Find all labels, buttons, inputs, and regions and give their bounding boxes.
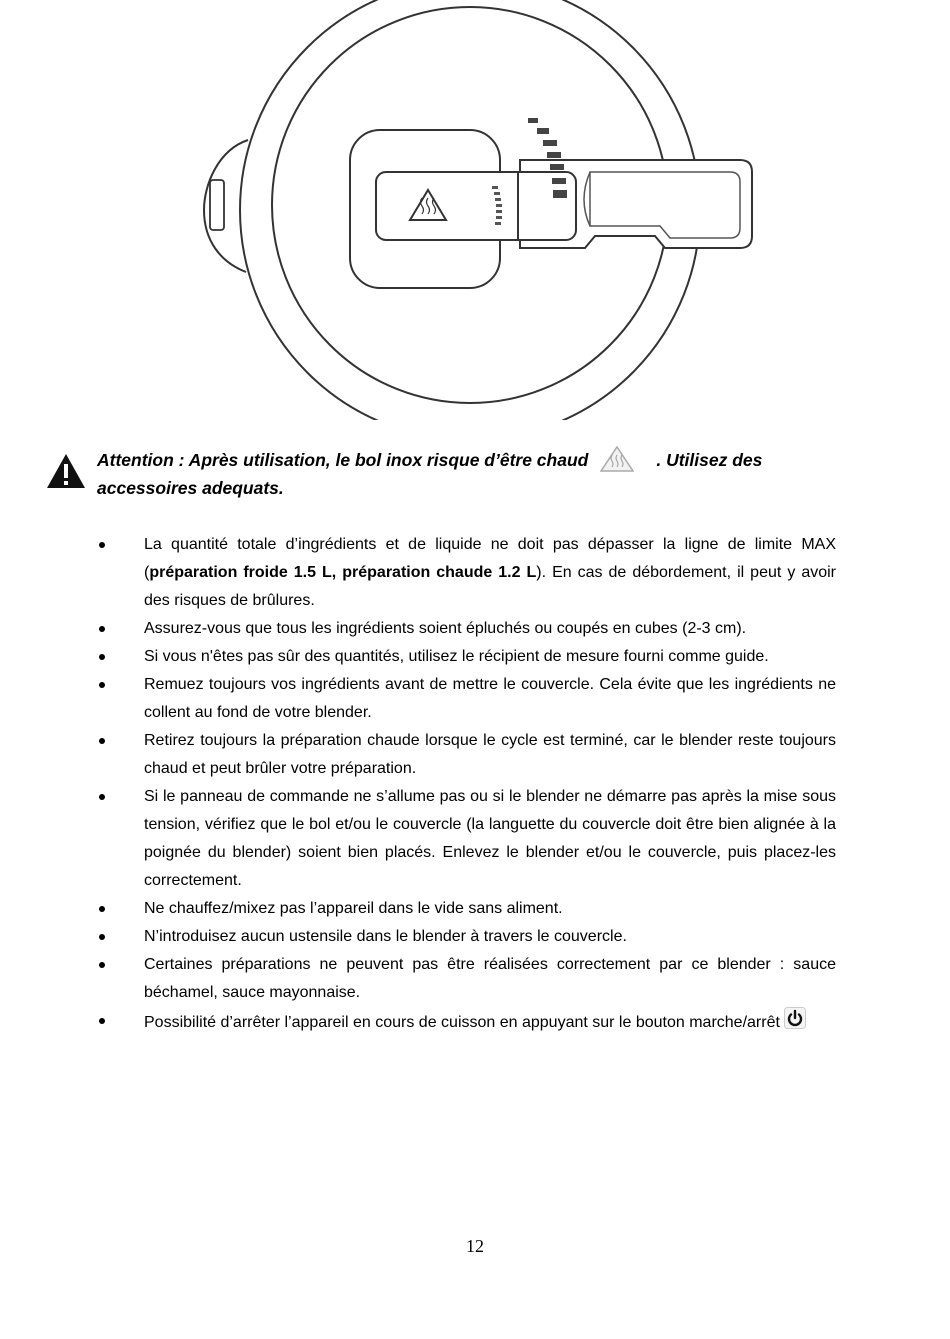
list-item-text: La quantité totale d’ingrédients et de liquide ne doit pas dépasser la ligne de limite MAX ( xyxy=(144,536,836,581)
list-item-text: Si le panneau de commande ne s’allume pas ou si le blender ne démarre pas après la mise sous tension, vérifiez que le bol et/ou le couvercle (la languette du couvercle doit être bien alignée à la poignée du blender) soient bien placés. Enlevez le blender et/ou le couvercle, puis placez-les correctement. xyxy=(144,788,836,889)
list-item xyxy=(96,783,836,895)
list-item-text: N’introduisez aucun ustensile dans le blender à travers le couvercle. xyxy=(144,928,627,945)
bullet-icon xyxy=(99,682,105,688)
warning-text-before: Attention : Après utilisation, le bol inox risque d’être chaud xyxy=(97,450,589,470)
list-item xyxy=(96,615,836,643)
list-item xyxy=(96,671,836,727)
bullet-icon xyxy=(99,654,105,660)
list-item-text: Ne chauffez/mixez pas l’appareil dans le vide sans aliment. xyxy=(144,900,563,917)
warning-text-after: . Utilisez des accessoires adequats. xyxy=(97,450,763,498)
list-item-text: Certaines préparations ne peuvent pas être réalisées correctement par ce blender : sauce béchamel, sauce mayonnaise. xyxy=(144,956,836,1001)
bullet-icon xyxy=(99,626,105,632)
list-item xyxy=(96,531,836,615)
list-item xyxy=(96,1007,836,1037)
list-item-text: Assurez-vous que tous les ingrédients soient épluchés ou coupés en cubes (2-3 cm). xyxy=(144,620,747,637)
list-item xyxy=(96,895,836,923)
warning-icon xyxy=(46,452,86,490)
list-item-text: Si vous n'êtes pas sûr des quantités, utilisez le récipient de mesure fourni comme guide. xyxy=(144,648,769,665)
bullet-icon xyxy=(99,934,105,940)
bullet-icon xyxy=(99,962,105,968)
bullet-icon xyxy=(99,906,105,912)
list-item-text: Remuez toujours vos ingrédients avant de mettre le couvercle. Cela évite que les ingrédients ne collent au fond de votre blender. xyxy=(144,676,836,721)
bullet-icon xyxy=(99,794,105,800)
list-item xyxy=(96,643,836,671)
page-number: 12 xyxy=(466,1236,484,1256)
list-item-text: Retirez toujours la préparation chaude lorsque le cycle est terminé, car le blender reste toujours chaud et peut brûler votre préparation. xyxy=(144,732,836,777)
list-item-bold-text: préparation froide 1.5 L, préparation chaude 1.2 L xyxy=(149,564,537,581)
list-item-text: Possibilité d’arrêter l’appareil en cours de cuisson en appuyant sur le bouton marche/arrêt xyxy=(144,1014,780,1031)
list-item xyxy=(96,951,836,1007)
hot-surface-icon xyxy=(600,446,634,472)
list-item-text: ). En cas de débordement, il peut y avoir des risques de brûlures. xyxy=(144,564,836,609)
bullet-icon xyxy=(99,738,105,744)
blender-top-view-illustration xyxy=(200,0,760,420)
power-icon xyxy=(784,1007,806,1029)
bullet-icon xyxy=(99,1018,105,1024)
bullet-icon xyxy=(99,542,105,548)
warning-text xyxy=(97,446,837,502)
list-item xyxy=(96,727,836,783)
list-item xyxy=(96,923,836,951)
instruction-list xyxy=(96,531,836,1037)
